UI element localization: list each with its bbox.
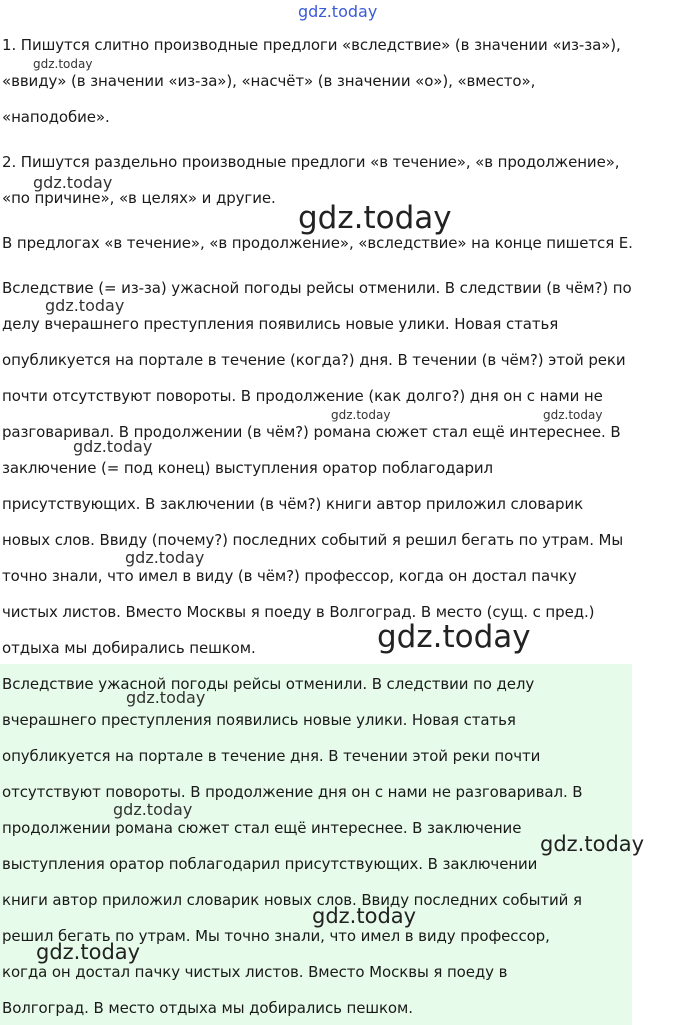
ending-note: В предлогах «в течение», «в продолжение», «вследствие» на конце пишется Е. xyxy=(2,234,633,252)
watermark: gdz.today xyxy=(33,57,93,71)
rule-1-line: «ввиду» (в значении «из-за»), «насчёт» (в значении «о»), «вместо», xyxy=(2,72,536,90)
example-line: точно знали, что имел в виду (в чём?) профессор, когда он достал пачку xyxy=(2,567,577,585)
example-line: заключение (= под конец) выступления оратор поблагодарил xyxy=(2,459,494,477)
example-line: почти отсутствуют повороты. В продолжение (как долго?) дня он с нами не xyxy=(2,387,603,405)
example-line: разговаривал. В продолжении (в чём?) романа сюжет стал ещё интереснее. В xyxy=(2,423,621,441)
watermark: gdz.today xyxy=(45,296,125,315)
example-line: чистых листов. Вместо Москвы я поеду в Волгоград. В место (сущ. с пред.) xyxy=(2,603,595,621)
rule-1-line: 1. Пишутся слитно производные предлоги «вследствие» (в значении «из-за»), xyxy=(2,36,621,54)
watermark: gdz.today xyxy=(331,408,391,422)
watermark: gdz.today xyxy=(377,619,531,655)
watermark: gdz.today xyxy=(36,940,141,964)
rule-2-line: «по причине», «в целях» и другие. xyxy=(2,189,276,207)
answer-line: Волгоград. В место отдыха мы добирались пешком. xyxy=(2,999,413,1017)
answer-line: вчерашнего преступления появились новые улики. Новая статья xyxy=(2,711,516,729)
watermark-top: gdz.today xyxy=(298,2,378,21)
answer-line: книги автор приложил словарик новых слов. Ввиду последних событий я xyxy=(2,891,582,909)
example-line: делу вчерашнего преступления появились новые улики. Новая статья xyxy=(2,315,559,333)
watermark: gdz.today xyxy=(543,408,603,422)
answer-line: опубликуется на портале в течение дня. В течении этой реки почти xyxy=(2,747,541,765)
answer-line: когда он достал пачку чистых листов. Вместо Москвы я поеду в xyxy=(2,963,508,981)
rule-2-line: 2. Пишутся раздельно производные предлоги «в течение», «в продолжение», xyxy=(2,153,620,171)
example-line: присутствующих. В заключении (в чём?) книги автор приложил словарик xyxy=(2,495,584,513)
answer-line: продолжении романа сюжет стал ещё интереснее. В заключение xyxy=(2,819,522,837)
answer-line: решил бегать по утрам. Мы точно знали, что имел в виду профессор, xyxy=(2,927,550,945)
watermark: gdz.today xyxy=(298,200,452,236)
watermark: gdz.today xyxy=(33,173,113,192)
watermark: gdz.today xyxy=(312,904,417,928)
example-line: опубликуется на портале в течение (когда?) дня. В течении (в чём?) этой реки xyxy=(2,351,626,369)
answer-line: выступления оратор поблагодарил присутствующих. В заключении xyxy=(2,855,538,873)
answer-line: Вследствие ужасной погоды рейсы отменили. В следствии по делу xyxy=(2,675,535,693)
watermark: gdz.today xyxy=(73,437,153,456)
example-line: Вследствие (= из-за) ужасной погоды рейсы отменили. В следствии (в чём?) по xyxy=(2,279,632,297)
example-line: новых слов. Ввиду (почему?) последних событий я решил бегать по утрам. Мы xyxy=(2,531,624,549)
watermark: gdz.today xyxy=(126,688,206,707)
watermark: gdz.today xyxy=(540,832,645,856)
watermark: gdz.today xyxy=(125,548,205,567)
example-line: отдыха мы добирались пешком. xyxy=(2,639,256,657)
rule-1-line: «наподобие». xyxy=(2,108,110,126)
answer-line: отсутствуют повороты. В продолжение дня он с нами не разговаривал. В xyxy=(2,783,583,801)
watermark: gdz.today xyxy=(113,800,193,819)
